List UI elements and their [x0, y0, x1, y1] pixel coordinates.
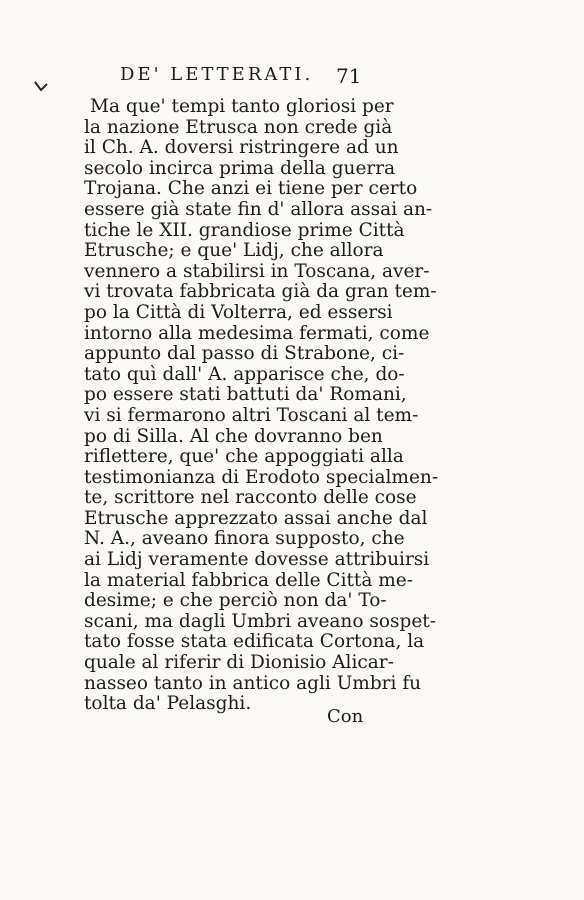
text-line: essere già state fin d' allora assai an-: [84, 198, 433, 220]
text-line: vennero a stabilirsi in Toscana, aver-: [84, 260, 430, 282]
text-line: testimonianza di Erodoto specialmen-: [84, 466, 439, 488]
text-line: la nazione Etrusca non crede già: [84, 116, 393, 138]
text-line: quale al riferir di Dionisio Alicar-: [84, 652, 394, 674]
text-line: tolta da' Pelasghi.: [84, 693, 252, 715]
running-title: DE' LETTERATI.: [120, 64, 314, 85]
text-line: Etrusche apprezzato assai anche dal: [84, 507, 428, 529]
body-text: [84, 96, 439, 715]
text-line: nasseo tanto in antico agli Umbri fu: [84, 672, 422, 694]
text-line: riflettere, que' che appoggiati alla: [84, 446, 404, 468]
text-line: scani, ma dagli Umbri aveano sospet-: [84, 610, 436, 632]
text-line: tiche le XII. grandiose prime Città: [84, 219, 405, 241]
running-head: [120, 64, 380, 94]
catchword: Con: [327, 706, 364, 727]
text-line: intorno alla medesima fermati, come: [84, 322, 430, 344]
text-line: Trojana. Che anzi ei tiene per certo: [84, 178, 418, 200]
text-line: vi trovata fabbricata già da gran tem-: [84, 281, 437, 303]
text-line: Ma que' tempi tanto gloriosi per: [90, 96, 394, 117]
text-line: vi si fermarono altri Toscani al tem-: [84, 404, 419, 426]
text-line: tato fosse stata edificata Cortona, la: [84, 631, 425, 653]
text-line: N. A., aveano finora supposto, che: [84, 528, 405, 550]
text-line: Etrusche; e que' Lidj, che allora: [84, 240, 384, 262]
page-number: 71: [336, 64, 362, 88]
text-line: po la Città di Volterra, ed essersi: [84, 301, 393, 323]
text-line: po essere stati battuti da' Romani,: [84, 384, 407, 406]
text-line: tato quì dall' A. apparisce che, do-: [84, 363, 405, 385]
text-line: secolo incirca prima della guerra: [84, 157, 396, 179]
text-line: il Ch. A. doversi ristringere ad un: [84, 137, 399, 159]
text-line: desime; e che perciò non da' To-: [84, 590, 387, 612]
text-line: ai Lidj veramente dovesse attribuirsi: [84, 549, 430, 571]
stray-ink-mark-icon: [34, 80, 48, 92]
text-line: te, scrittore nel racconto delle cose: [84, 487, 417, 509]
text-line: appunto dal passo di Strabone, ci-: [84, 343, 405, 365]
text-line: la material fabbrica delle Città me-: [84, 569, 414, 591]
text-line: po di Silla. Al che dovranno ben: [84, 425, 383, 447]
